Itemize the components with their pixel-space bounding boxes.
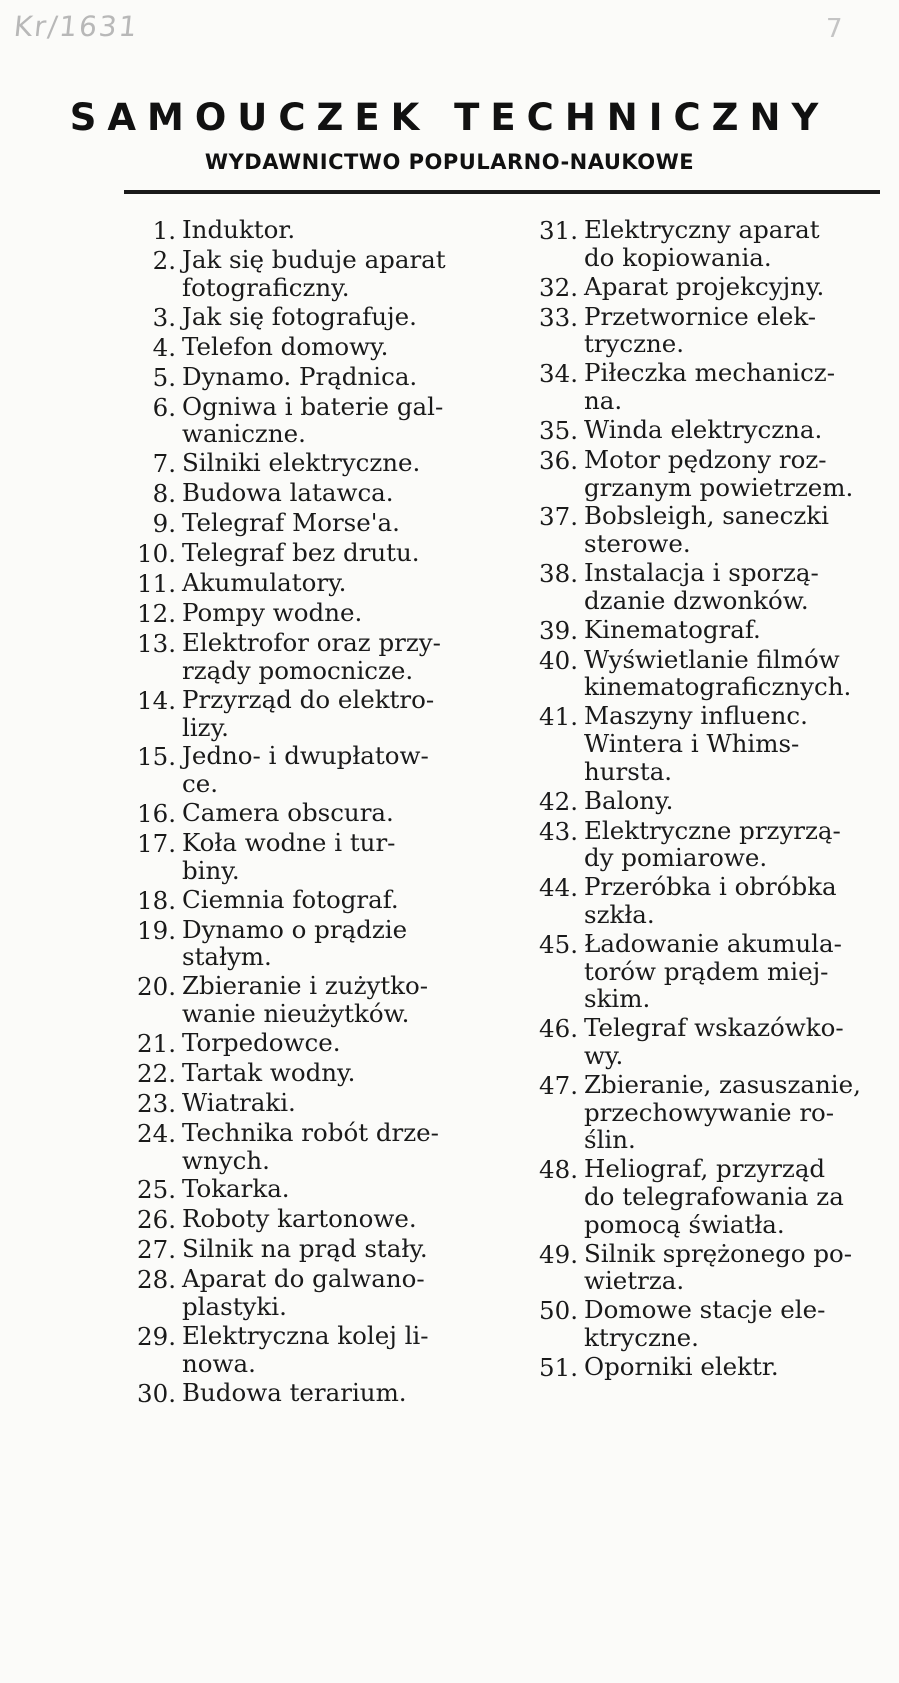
item-title	[584, 216, 862, 272]
list-item	[120, 1322, 480, 1378]
item-title	[182, 363, 480, 392]
item-number: 40.	[539, 645, 578, 675]
item-number: 45.	[539, 929, 578, 959]
item-title-line: Motor pędzony roz-	[584, 444, 827, 474]
item-number: 18.	[137, 885, 176, 915]
item-number: 3.	[152, 302, 176, 332]
list-item	[522, 359, 862, 415]
item-title-line: Domowe stacje ele-	[584, 1295, 826, 1325]
item-number: 37.	[539, 502, 578, 532]
item-title-line: Ogniwa i baterie gal-	[182, 391, 444, 421]
item-title-line: Dynamo o prądzie	[182, 914, 408, 944]
item-number: 17.	[137, 828, 176, 858]
item-title	[584, 702, 862, 785]
item-title-line: Induktor.	[182, 215, 296, 244]
page-subtitle: WYDAWNICTWO POPULARNO-NAUKOWE	[204, 150, 695, 174]
item-title-line: Maszyny influenc.	[584, 701, 808, 731]
item-title	[182, 449, 480, 478]
item-number: 29.	[137, 1321, 176, 1351]
item-title-line: Tokarka.	[182, 1174, 290, 1204]
list-item	[120, 742, 480, 798]
item-title	[584, 446, 862, 502]
item-number: 11.	[137, 569, 176, 599]
left-column-list	[120, 216, 480, 1409]
list-item	[522, 873, 862, 929]
item-title-line: Torpedowce.	[182, 1027, 341, 1057]
item-number: 8.	[152, 479, 176, 509]
item-title	[182, 599, 480, 628]
item-title	[182, 1029, 480, 1058]
list-item	[120, 539, 480, 568]
item-title	[182, 1175, 480, 1204]
item-number: 44.	[539, 873, 578, 903]
item-number: 27.	[137, 1235, 176, 1265]
list-item	[522, 446, 862, 502]
item-title-line: dzanie dzwonków.	[584, 585, 809, 615]
item-number: 35.	[539, 415, 578, 445]
item-title	[182, 333, 480, 362]
item-title-line: przechowywanie ro-	[584, 1097, 835, 1127]
item-title-line: Heliograf, przyrząd	[584, 1154, 826, 1184]
item-title-line: waniczne.	[182, 419, 306, 449]
list-item	[120, 1089, 480, 1118]
item-title-line: Wyświetlanie filmów	[584, 644, 840, 674]
item-title-line: Tartak wodny.	[182, 1057, 356, 1087]
item-title	[584, 646, 862, 702]
list-item	[120, 829, 480, 885]
item-title-line: pomocą światła.	[584, 1209, 785, 1239]
item-title-line: grzanym powietrzem.	[584, 472, 854, 502]
list-item	[522, 303, 862, 359]
item-title	[584, 303, 862, 359]
item-title	[182, 1119, 480, 1175]
item-title-line: wietrza.	[584, 1266, 685, 1296]
item-title-line: Wiatraki.	[182, 1087, 296, 1117]
item-number: 6.	[152, 392, 176, 422]
item-title-line: skim.	[584, 984, 651, 1014]
item-title-line: Instalacja i sporzą-	[584, 557, 819, 587]
item-number: 32.	[539, 272, 578, 302]
item-title-line: Telefon domowy.	[182, 331, 389, 361]
item-number: 15.	[137, 742, 176, 772]
item-title-line: Jedno- i dwupłatow-	[182, 741, 429, 771]
item-title-line: wnych.	[182, 1145, 270, 1175]
list-item	[522, 502, 862, 558]
item-number: 22.	[137, 1058, 176, 1088]
item-number: 41.	[539, 702, 578, 732]
item-number: 20.	[137, 972, 176, 1002]
item-title-line: lizy.	[182, 712, 229, 742]
item-title	[182, 246, 480, 302]
list-item	[120, 246, 480, 302]
list-item	[522, 930, 862, 1013]
item-title	[584, 930, 862, 1013]
item-title	[182, 216, 480, 245]
item-title	[584, 559, 862, 615]
list-item	[522, 817, 862, 873]
list-item	[120, 886, 480, 915]
item-title	[584, 1353, 862, 1382]
list-item	[120, 333, 480, 362]
item-title-line: Silnik sprężonego po-	[584, 1238, 853, 1268]
item-title	[584, 817, 862, 873]
item-title	[182, 799, 480, 828]
item-title	[182, 686, 480, 742]
item-title-line: biny.	[182, 855, 240, 885]
item-title	[182, 629, 480, 685]
list-item	[120, 1379, 480, 1408]
list-item	[522, 273, 862, 302]
item-number: 34.	[539, 359, 578, 389]
item-title	[182, 539, 480, 568]
page-title: SAMOUCZEK TECHNICZNY	[69, 96, 830, 139]
list-item	[522, 1014, 862, 1070]
list-item	[120, 1235, 480, 1264]
item-title-line: ce.	[182, 769, 219, 799]
item-title-line: na.	[584, 385, 623, 415]
list-item	[120, 393, 480, 449]
item-title	[182, 742, 480, 798]
item-title-line: Ciemnia fotograf.	[182, 884, 399, 914]
list-item	[120, 303, 480, 332]
item-title-line: Oporniki elektr.	[584, 1351, 779, 1381]
list-item	[120, 1205, 480, 1234]
list-item	[120, 916, 480, 972]
item-title-line: Bobsleigh, saneczki	[584, 501, 829, 531]
title-rule	[124, 190, 880, 194]
item-title-line: Elektryczny aparat	[584, 215, 820, 244]
item-title-line: Telegraf bez drutu.	[182, 538, 420, 568]
item-title	[182, 1235, 480, 1264]
list-item	[120, 363, 480, 392]
list-item	[522, 559, 862, 615]
list-item	[522, 1296, 862, 1352]
item-title	[182, 1265, 480, 1321]
item-title	[584, 1014, 862, 1070]
item-number: 7.	[152, 449, 176, 479]
list-item	[522, 416, 862, 445]
item-title	[584, 1155, 862, 1238]
list-item	[522, 616, 862, 645]
item-title	[584, 502, 862, 558]
list-item	[120, 1175, 480, 1204]
item-number: 28.	[137, 1265, 176, 1295]
item-title	[182, 972, 480, 1028]
list-item	[120, 479, 480, 508]
item-title-line: Zbieranie i zużytko-	[182, 971, 429, 1001]
item-number: 5.	[152, 362, 176, 392]
item-number: 25.	[137, 1175, 176, 1205]
item-title-line: Piłeczka mechanicz-	[584, 358, 835, 388]
item-number: 49.	[539, 1239, 578, 1269]
item-number: 47.	[539, 1070, 578, 1100]
item-title-line: Telegraf wskazówko-	[584, 1013, 844, 1043]
item-title-line: Elektryczna kolej li-	[182, 1320, 429, 1350]
corner-mark: 7	[826, 14, 843, 44]
item-title	[182, 303, 480, 332]
item-number: 14.	[137, 685, 176, 715]
item-title-line: Akumulatory.	[182, 568, 347, 598]
item-number: 51.	[539, 1352, 578, 1382]
item-title-line: wanie nieużytków.	[182, 998, 410, 1028]
list-item	[522, 646, 862, 702]
item-number: 39.	[539, 615, 578, 645]
item-title-line: szkła.	[584, 899, 655, 929]
list-item	[522, 1155, 862, 1238]
list-item	[120, 216, 480, 245]
item-title-line: nowa.	[182, 1348, 256, 1378]
list-item	[522, 702, 862, 785]
item-title-line: fotograficzny.	[182, 272, 350, 302]
item-title-line: torów prądem miej-	[584, 956, 829, 986]
item-number: 19.	[137, 915, 176, 945]
item-title-line: kinematograficznych.	[584, 672, 852, 702]
item-title-line: Ładowanie akumula-	[584, 928, 842, 958]
item-title-line: do kopiowania.	[584, 242, 772, 272]
right-column-list	[522, 216, 862, 1383]
item-title	[182, 1089, 480, 1118]
item-title-line: Jak się buduje aparat	[182, 245, 446, 274]
item-title-line: Aparat projekcyjny.	[584, 271, 825, 301]
item-title-line: Kinematograf.	[584, 614, 761, 644]
item-number: 1.	[152, 216, 176, 245]
item-number: 13.	[137, 629, 176, 659]
item-title-line: rządy pomocnicze.	[182, 655, 414, 685]
item-title	[182, 1322, 480, 1378]
item-number: 50.	[539, 1296, 578, 1326]
item-number: 21.	[137, 1028, 176, 1058]
item-title-line: Technika robót drze-	[182, 1117, 439, 1147]
list-item	[120, 1029, 480, 1058]
pencil-inventory-note: Kr/1631	[12, 10, 141, 43]
item-title-line: Przetwornice elek-	[584, 301, 817, 331]
item-title-line: ślin.	[584, 1125, 636, 1155]
item-title-line: Budowa latawca.	[182, 478, 394, 508]
item-title-line: do telegrafowania za	[584, 1181, 844, 1211]
list-item	[522, 1240, 862, 1296]
list-item	[522, 787, 862, 816]
item-title-line: Roboty kartonowe.	[182, 1204, 417, 1234]
item-title-line: Balony.	[584, 785, 674, 815]
item-title-line: Elektryczne przyrzą-	[584, 815, 841, 845]
list-item	[120, 629, 480, 685]
item-title-line: Pompy wodne.	[182, 598, 363, 628]
list-item	[120, 449, 480, 478]
item-title-line: Winda elektryczna.	[584, 414, 823, 444]
item-title-line: Silnik na prąd stały.	[182, 1234, 428, 1264]
item-number: 26.	[137, 1205, 176, 1235]
item-title-line: ktryczne.	[584, 1322, 699, 1352]
item-title	[182, 509, 480, 538]
item-number: 48.	[539, 1155, 578, 1185]
item-title-line: Zbieranie, zasuszanie,	[584, 1069, 861, 1099]
item-number: 36.	[539, 445, 578, 475]
item-title-line: Jak się fotografuje.	[182, 301, 417, 331]
item-title-line: Telegraf Morse'a.	[182, 508, 400, 538]
item-title-line: Elektrofor oraz przy-	[182, 628, 441, 658]
item-title	[584, 273, 862, 302]
item-title-line: tryczne.	[584, 329, 685, 359]
item-number: 30.	[137, 1378, 176, 1408]
item-title	[584, 787, 862, 816]
item-title-line: Silniki elektryczne.	[182, 448, 421, 478]
list-item	[522, 1071, 862, 1154]
item-number: 12.	[137, 599, 176, 629]
item-title	[584, 616, 862, 645]
item-title	[182, 1059, 480, 1088]
item-title-line: stałym.	[182, 942, 272, 972]
list-item	[120, 972, 480, 1028]
list-item	[522, 1353, 862, 1382]
item-title-line: Przyrząd do elektro-	[182, 684, 435, 714]
item-number: 10.	[137, 539, 176, 569]
item-title-line: Dynamo. Prądnica.	[182, 361, 418, 391]
item-title	[182, 479, 480, 508]
list-item	[120, 1119, 480, 1175]
list-item	[522, 216, 862, 272]
item-title	[182, 886, 480, 915]
item-number: 43.	[539, 816, 578, 846]
item-title-line: sterowe.	[584, 529, 691, 559]
item-number: 16.	[137, 798, 176, 828]
item-number: 38.	[539, 558, 578, 588]
list-item	[120, 509, 480, 538]
item-title	[182, 393, 480, 449]
item-title-line: Koła wodne i tur-	[182, 827, 396, 857]
item-title-line: Budowa terarium.	[182, 1377, 407, 1407]
item-title-line: wy.	[584, 1040, 624, 1070]
list-item	[120, 799, 480, 828]
item-title	[182, 829, 480, 885]
item-number: 24.	[137, 1118, 176, 1148]
item-number: 4.	[152, 332, 176, 362]
item-title-line: plastyki.	[182, 1292, 287, 1322]
item-title	[584, 359, 862, 415]
item-number: 31.	[539, 216, 578, 245]
item-title	[182, 1379, 480, 1408]
item-title	[182, 916, 480, 972]
item-title-line: Wintera i Whims-	[584, 728, 800, 758]
item-title	[182, 569, 480, 598]
item-title	[584, 1071, 862, 1154]
item-number: 42.	[539, 786, 578, 816]
item-title	[584, 416, 862, 445]
item-title	[584, 1240, 862, 1296]
item-title	[182, 1205, 480, 1234]
item-number: 33.	[539, 302, 578, 332]
item-number: 46.	[539, 1014, 578, 1044]
list-item	[120, 1059, 480, 1088]
item-title-line: Aparat do galwano-	[182, 1264, 425, 1294]
item-number: 2.	[152, 246, 176, 275]
item-title-line: dy pomiarowe.	[584, 843, 768, 873]
list-item	[120, 599, 480, 628]
item-title-line: hursta.	[584, 756, 673, 786]
item-title	[584, 1296, 862, 1352]
list-item	[120, 569, 480, 598]
item-number: 9.	[152, 509, 176, 539]
list-item	[120, 686, 480, 742]
list-item	[120, 1265, 480, 1321]
item-title-line: Camera obscura.	[182, 797, 394, 827]
item-number: 23.	[137, 1088, 176, 1118]
item-title-line: Przeróbka i obróbka	[584, 872, 837, 902]
item-title	[584, 873, 862, 929]
